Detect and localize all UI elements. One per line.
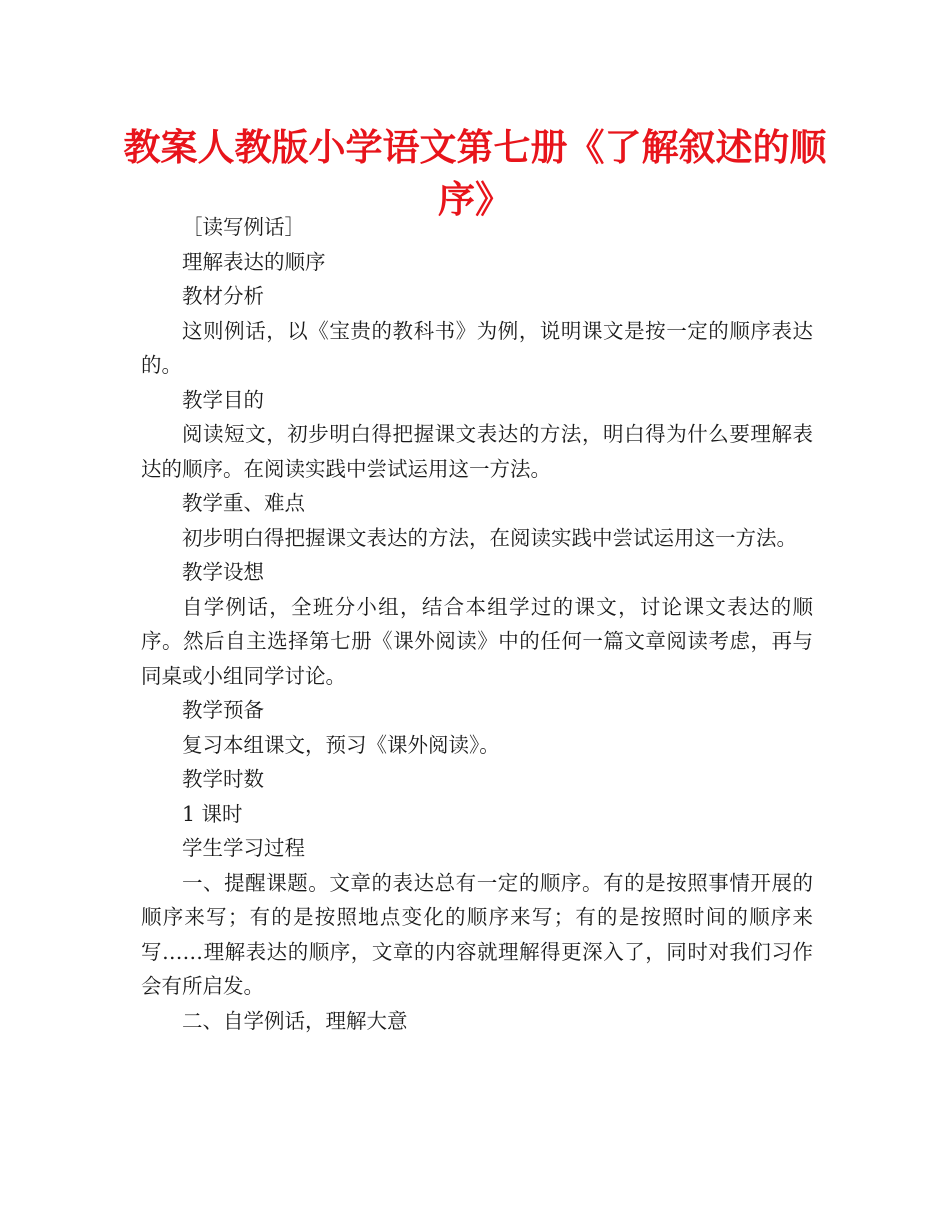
paragraph: 1 课时 (182, 801, 243, 826)
section-heading: 教学重、难点 (182, 491, 305, 515)
section-heading: 教学时数 (182, 767, 264, 791)
section-heading: 教学目的 (182, 387, 264, 412)
document-title: 教案人教版小学语文第七册《了解叙述的顺序》 (123, 126, 827, 221)
paragraph: 初步明白得把握课文表达的方法，在阅读实践中尝试运用这一方法。 (182, 525, 797, 550)
paragraph: 理解表达的顺序 (182, 249, 326, 274)
section-heading: 教学设想 (182, 560, 264, 584)
paragraph: 自学例话，全班分小组，结合本组学过的课文，讨论课文表达的顺序。然后自主选择第七册《课外阅读》中的任何一篇文章阅读考虑，再与同桌或小组同学讨论。 (141, 594, 813, 688)
paragraph: 这则例话，以《宝贵的教科书》为例，说明课文是按一定的顺序表达的。 (141, 318, 813, 377)
paragraph: 二、自学例话，理解大意 (182, 1008, 408, 1033)
section-heading: 学生学习过程 (182, 836, 305, 860)
paragraph: 阅读短文，初步明白得把握课文表达的方法，明白得为什么要理解表达的顺序。在阅读实践中尝试运用这一方法。 (141, 422, 813, 481)
document-body (141, 210, 813, 1038)
section-heading: 教材分析 (182, 284, 264, 308)
paragraph: ［读写例话］ (182, 215, 305, 239)
paragraph: 复习本组课文，预习《课外阅读》。 (182, 732, 500, 757)
section-heading: 教学预备 (182, 698, 264, 722)
paragraph: 一、提醒课题。文章的表达总有一定的顺序。有的是按照事情开展的顺序来写；有的是按照地点变化的顺序来写；有的是按照时间的顺序来写……理解表达的顺序，文章的内容就理解得更深入了，同时对我们习作会有所启发。 (141, 870, 813, 998)
